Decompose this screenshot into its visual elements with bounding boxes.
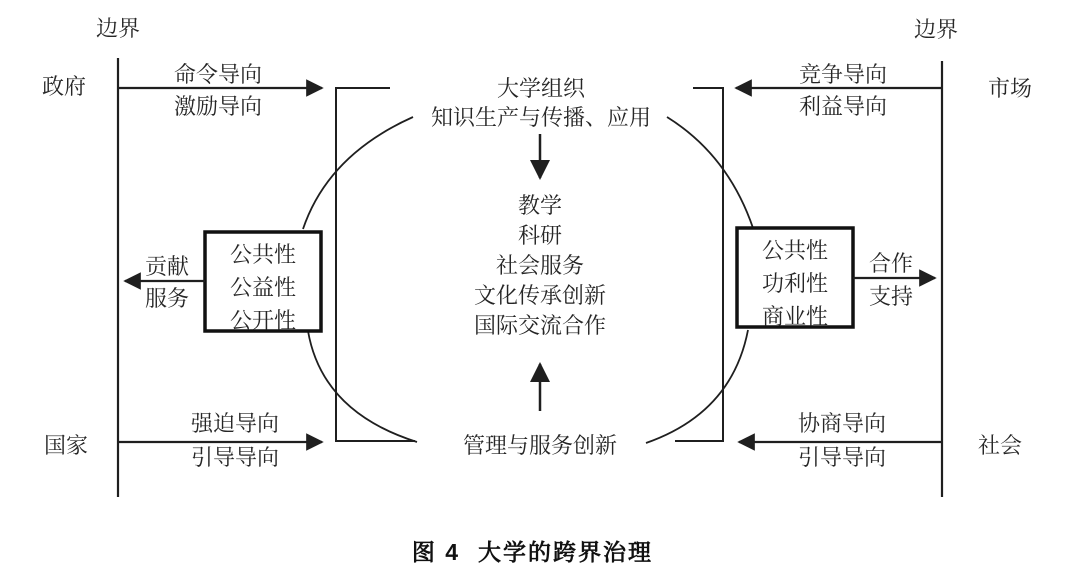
management-service-innovation-label: 管理与服务创新 bbox=[462, 433, 618, 458]
function-cultural-innovation: 文化传承创新 bbox=[473, 283, 607, 308]
cooperation-label: 合作 bbox=[868, 251, 914, 276]
service-label: 服务 bbox=[144, 286, 190, 311]
left-boundary-label: 边界 bbox=[95, 16, 141, 41]
knowledge-production-label: 知识生产与传播、应用 bbox=[430, 105, 652, 130]
support-label: 支持 bbox=[868, 284, 914, 309]
government-arrow-label-1: 命令导向 bbox=[173, 62, 263, 87]
left-box-line-1: 公共性 bbox=[229, 242, 297, 267]
left-box-line-2: 公益性 bbox=[229, 275, 297, 300]
function-teaching: 教学 bbox=[517, 193, 563, 218]
right-bottom-curve bbox=[646, 330, 748, 443]
caption-title: 大学的跨界治理 bbox=[478, 539, 653, 565]
caption-label: 图 4 bbox=[411, 539, 460, 565]
state-arrow-label-2: 引导导向 bbox=[190, 445, 280, 470]
right-box-line-3: 商业性 bbox=[761, 304, 829, 329]
right-boundary-label: 边界 bbox=[913, 17, 959, 42]
government-arrow-label-2: 激励导向 bbox=[173, 94, 263, 119]
left-bottom-curve bbox=[308, 331, 417, 442]
society-arrow-label-1: 协商导向 bbox=[797, 411, 887, 436]
actor-state-label: 国家 bbox=[43, 433, 89, 458]
university-organization-title: 大学组织 bbox=[496, 76, 586, 101]
state-arrow-label-1: 强迫导向 bbox=[190, 411, 280, 436]
right-box-line-2: 功利性 bbox=[761, 271, 829, 296]
left-bracket-shape bbox=[336, 88, 415, 441]
function-research: 科研 bbox=[517, 223, 563, 248]
right-box-line-1: 公共性 bbox=[761, 238, 829, 263]
market-arrow-label-2: 利益导向 bbox=[798, 94, 888, 119]
society-arrow-label-2: 引导导向 bbox=[797, 445, 887, 470]
actor-society-label: 社会 bbox=[977, 433, 1023, 458]
function-international-exchange: 国际交流合作 bbox=[473, 313, 607, 338]
left-box-line-3: 公开性 bbox=[229, 308, 297, 333]
contribution-label: 贡献 bbox=[144, 254, 190, 279]
market-arrow-label-1: 竞争导向 bbox=[798, 62, 888, 87]
actor-government-label: 政府 bbox=[41, 74, 87, 99]
left-top-curve bbox=[303, 117, 413, 229]
function-social-service: 社会服务 bbox=[495, 253, 585, 278]
actor-market-label: 市场 bbox=[987, 76, 1033, 101]
right-top-curve bbox=[667, 117, 753, 228]
